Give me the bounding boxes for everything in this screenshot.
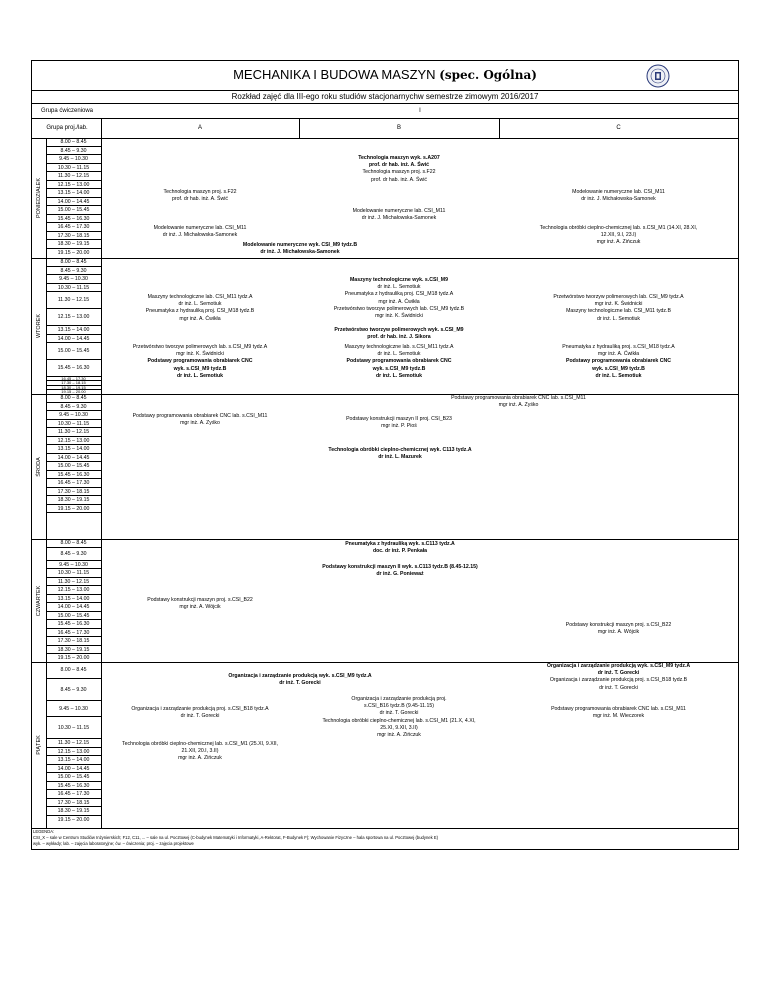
class-block-mon-c1: Modelowanie numeryczne lab. CSI_M11 dr inż. J. Michałowska-Samonek [572,189,665,203]
time-slot: 19.15 – 20.00 [46,654,101,663]
time-slot: 8.45 – 9.30 [46,403,101,412]
time-slot: 14.00 – 14.45 [46,454,101,463]
class-block-tue-a2: Przetwórstwo tworzyw polimerowych lab. s.CSI_M9 tydz.A mgr inż. K. Świdnicki Podstawy programowania obrabiarek CNC wyk. s.CSI_M9 tydz.B dr inż. L. Semotiuk [132,344,268,379]
time-slot: 19.15 – 20.00 [57,249,90,256]
time-slot: 17.30 – 18.15 [46,381,101,385]
time-slot: 18.30 – 19.15 [46,807,101,816]
time-slot: 10.30 – 11.15 [46,284,101,293]
class-block-fri-a3: Technologia obróbki cieplno-chemicznej lab. s.CSI_M1 (25.XI, 9.XII, 21.XII, 20.I, 3.II) mgr inż. A. Zińczuk [122,741,278,762]
time-slot: 12.15 – 13.00 [46,586,101,595]
time-slot: 17.30 – 18.15 [46,637,101,646]
class-block-tue-b3: Maszyny technologiczne lab. s.CSI_M11 tydz.A dr inż. L. Semotiuk Podstawy programowania obrabiarek CNC wyk. s.CSI_M9 tydz.B dr inż. L. Semotiuk [344,344,454,379]
legend-title: LEGENDA: [33,829,55,834]
time-slot: 15.45 – 16.30 [46,620,101,629]
day-label-wed: ŚRODA [36,456,42,477]
time-slot: 10.30 – 11.15 [46,164,101,173]
time-slot: 13.15 – 14.00 [46,326,101,335]
time-slot: 9.45 – 10.30 [46,561,101,570]
time-slot: 18.30 – 19.15 [46,646,101,655]
class-block-tue-c3: Pneumatyka z hydrauliką proj. s.CSI_M18 tydz.A mgr inż. A. Ćwikła Podstawy programowania obrabiarek CNC wyk. s.CSI_M9 tydz.B dr inż. L. Semotiuk [562,344,675,379]
time-slot: 13.15 – 14.00 [46,445,101,454]
time-slot: 19.15 – 20.00 [61,388,86,394]
time-slot: 16.45 – 17.30 [46,377,101,381]
group-cw-label: Grupa ćwiczeniowa [40,108,94,114]
legend-line-types: wyk. – wykłady; lab. – zajęcia laboratoryjne; ćw. – ćwiczenia; proj. – zajęcia projektowe [33,841,194,846]
time-slot: 15.00 – 15.45 [46,612,101,621]
time-slot: 15.45 – 16.30 [46,360,101,377]
class-block-fri-ab1: Organizacja i zarządzanie produkcją wyk. s.CSI_M9 tydz.A dr inż. T. Gorecki [228,673,372,687]
class-block-fri-b2: Organizacja i zarządzanie produkcją proj. s.CSI_B16 tydz.B (9.45-11.15) dr inż. T. Gorecki Technologia obróbki cieplno-chemicznej lab. s.CSI_M1 (21.X, 4.XI, 25.XI, 9.XII, 3.II) mgr inż. A. Zińczuk [322,696,476,739]
time-slot: 11.30 – 12.15 [46,739,101,748]
time-slot: 14.00 – 14.45 [46,765,101,774]
time-slot: 8.00 – 8.45 [46,539,101,548]
time-slot: 8.00 – 8.45 [46,138,101,147]
day-label-fri: PIĄTEK [36,735,42,755]
time-slot: 9.45 – 10.30 [46,411,101,420]
class-block-wed-ab3: Technologia obróbki cieplno-chemicznej wyk. C113 tydz.A dr inż. L. Mazurek [328,447,472,461]
time-slot: 10.30 – 11.15 [46,717,101,739]
time-slot: 10.30 – 11.15 [46,420,101,429]
class-block-wed-bc1: Podstawy programowania obrabiarek CNC lab. s.CSI_M11 mgr inż. A. Zyśko [451,395,586,409]
time-slot: 8.00 – 8.45 [46,394,101,403]
time-slot: 19.15 – 20.00 [57,816,90,823]
class-block-fri-c1: Organizacja i zarządzanie produkcją wyk. s.CSI_M9 tydz.A dr inż. T. Gorecki Organizacja i zarządzanie produkcją proj. s.CSI_B18 tydz.B dr inż. T. Gorecki [546,663,691,691]
time-slot: 8.45 – 9.30 [46,267,101,276]
class-block-tue-b2: Przetwórstwo tworzyw polimerowych wyk. s.CSI_M9 prof. dr hab. inż. J. Sikora [334,327,464,341]
time-slot: 13.15 – 14.00 [46,189,101,198]
time-slot: 17.30 – 18.15 [46,232,101,241]
class-block-mon-ab3: Modelowanie numeryczne wyk. CSI_M9 tydz.B dr inż. J. Michałowska-Samonek [242,242,358,256]
legend-line-rooms: CSI_X – sale w Centrum Studiów Inżynierskich; F12, C11, ... – sale na ul. Pocztowej (C-budynek Matematyki i Informatyki, A-Rektorat, F-Budynek F); Wychowanie Fizyczne – hala sportowa na ul. Pocztowej (budynek E) [33,835,439,840]
time-slot: 12.15 – 13.00 [46,437,101,446]
day-label-mon: PONIEDZIAŁEK [36,177,42,219]
time-slot: 15.00 – 15.45 [46,343,101,360]
title-main: MECHANIKA I BUDOWA MASZYN [233,67,436,82]
group-cw-value: I [419,108,421,114]
class-block-mon-b1: Technologia maszyn wyk. s.A207 prof. dr hab. inż. A. Świć Technologia maszyn proj. s.F22 prof. dr hab. inż. A. Świć [358,155,440,183]
time-slot: 9.45 – 10.30 [46,701,101,717]
time-slot: 18.30 – 19.15 [46,386,101,390]
time-slot: 12.15 – 13.00 [46,309,101,326]
time-slot: 8.45 – 9.30 [46,679,101,701]
group-c-header: C [616,125,621,131]
time-slot: 12.15 – 13.00 [46,181,101,190]
time-slot: 15.45 – 16.30 [46,471,101,480]
class-block-wed-b2: Podstawy konstrukcji maszyn II proj. CSI_B23 mgr inż. P. Pioś [346,416,452,430]
time-slot: 14.00 – 14.45 [46,603,101,612]
time-slot: 9.45 – 10.30 [46,155,101,164]
class-block-wed-a1: Podstawy programowania obrabiarek CNC lab. s.CSI_M11 mgr inż. A. Zyśko [132,413,268,427]
class-block-mon-a2: Modelowanie numeryczne lab. CSI_M11 dr inż. J. Michałowska-Samonek [153,225,247,239]
class-block-thu-ab1: Pneumatyka z hydrauliką wyk. s.C113 tydz.A doc. dr inż. P. Penkała [345,541,455,555]
time-slot: 15.00 – 15.45 [46,206,101,215]
group-proj-label: Grupa proj./lab. [46,125,88,131]
legend [33,829,733,847]
time-slot: 15.45 – 16.30 [46,215,101,224]
time-slot: 16.45 – 17.30 [46,479,101,488]
time-slot: 14.00 – 14.45 [46,198,101,207]
class-block-tue-c1: Przetwórstwo tworzyw polimerowych lab. CSI_M9 tydz.A mgr inż. K. Świdnicki Maszyny technologiczne lab. CSI_M11 tydz.B dr inż. L. Semotiuk [553,294,684,322]
time-slot: 8.00 – 8.45 [46,662,101,679]
time-slot: 16.45 – 17.30 [46,223,101,232]
time-slot: 12.15 – 13.00 [46,748,101,757]
time-slot: 10.30 – 11.15 [46,569,101,578]
group-b-header: B [396,125,401,131]
class-block-fri-c2: Podstawy programowania obrabiarek CNC lab. s.CSI_M11 mgr inż. M. Wieczorek [551,706,686,720]
time-slot: 13.15 – 14.00 [46,595,101,604]
page-subtitle: Rozkład zajęć dla III-ego roku studiów stacjonarnychw semestrze zimowym 2016/2017 [32,91,738,104]
time-slot: 17.30 – 18.15 [46,488,101,497]
time-slot: 8.45 – 9.30 [46,147,101,156]
time-slot: 8.00 – 8.45 [46,258,101,267]
time-slot: 18.30 – 19.15 [46,496,101,505]
time-slot: 9.45 – 10.30 [46,275,101,284]
class-block-tue-b1: Maszyny technologiczne wyk. s.CSI_M9 dr inż. L. Semotiuk Pneumatyka z hydrauliką proj. CSI_M18 tydz.A mgr inż. A. Ćwikła Przetwórstwo tworzyw polimerowych lab. CSI_M9 tydz.B mgr inż. K. Świdnicki [333,277,465,320]
time-slot: 19.15 – 20.00 [46,505,101,514]
page-title [32,60,738,91]
class-block-thu-a3: Podstawy konstrukcji maszyn proj. s.CSI_B22 mgr inż. A. Wójcik [147,597,253,611]
time-slot: 13.15 – 14.00 [46,756,101,765]
group-a-header: A [197,125,202,131]
time-slot: 16.45 – 17.30 [46,790,101,799]
day-label-thu: CZWARTEK [36,585,42,616]
time-slot: 8.45 – 9.30 [46,548,101,561]
class-block-mon-a1: Technologia maszyn proj. s.F22 prof. dr hab. inż. A. Świć [163,189,237,203]
time-slot: 11.30 – 12.15 [46,292,101,309]
time-slot: 11.30 – 12.15 [46,428,101,437]
time-slot: 16.45 – 17.30 [46,629,101,638]
time-slot: 11.30 – 12.15 [46,578,101,587]
time-slot: 15.00 – 15.45 [46,462,101,471]
time-slot: 18.30 – 19.15 [46,240,101,249]
class-block-fri-a2: Organizacja i zarządzanie produkcją proj. s.CSI_B18 tydz.A dr inż. T. Gorecki [131,706,269,720]
class-block-thu-c3: Podstawy konstrukcji maszyn proj. s.CSI_B22 mgr inż. A. Wójcik [565,622,672,636]
class-block-thu-ab2: Podstawy konstrukcji maszyn II wyk. s.C113 tydz.B (8.45-12.15) dr inż. G. Ponieważ [322,564,478,578]
class-block-tue-a1: Maszyny technologiczne lab. CSI_M11 tydz.A dr inż. L. Semotiuk Pneumatyka z hydrauliką proj. CSI_M18 tydz.B mgr inż. A. Ćwikła [145,294,255,322]
title-spec: (spec. Ogólna) [439,68,537,82]
time-slot: 15.00 – 15.45 [46,773,101,782]
time-slot: 17.30 – 18.15 [46,799,101,808]
day-label-tue: WTOREK [36,313,42,339]
time-slot: 14.00 – 14.45 [46,335,101,344]
time-slot: 11.30 – 12.15 [46,172,101,181]
time-slot: 15.45 – 16.30 [46,782,101,791]
class-block-mon-b2: Modelowanie numeryczne lab. CSI_M11 dr inż. J. Michałowska-Samonek [352,208,446,222]
university-crest-icon [646,64,670,88]
class-block-mon-c2: Technologia obróbki cieplno-chemicznej lab. s.CSI_M1 (14.XI, 28.XI, 12.XII, 9.I, 23.I) mgr inż. A. Zińczuk [539,225,698,246]
